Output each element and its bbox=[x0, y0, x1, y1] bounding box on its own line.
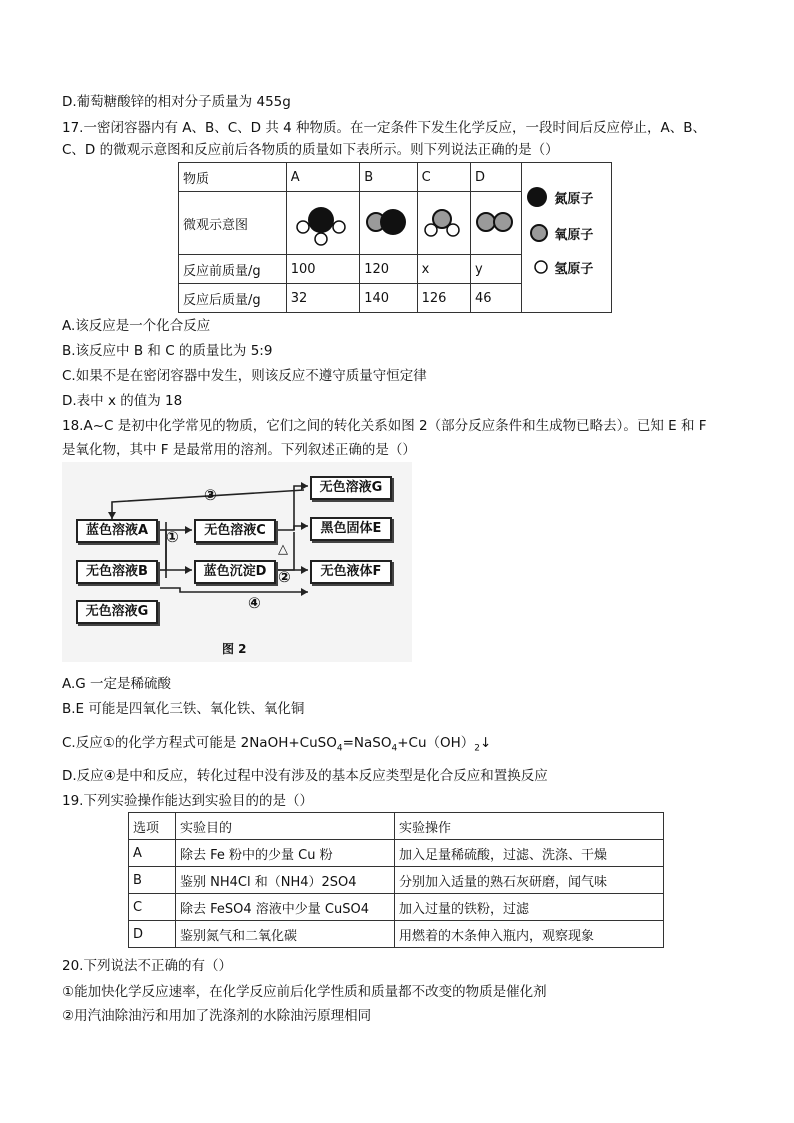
legend-nitrogen: 氮原子 bbox=[554, 191, 594, 207]
micro-a bbox=[286, 192, 360, 255]
oxygen-atom-icon bbox=[528, 222, 550, 244]
micro-b bbox=[360, 192, 417, 255]
q17-option-c: C.如果不是在密闭容器中发生，则该反应不遵守质量守恒定律 bbox=[62, 368, 427, 384]
th-option: 选项 bbox=[129, 813, 176, 840]
box-a: 蓝色溶液A bbox=[76, 519, 158, 543]
after-c: 126 bbox=[417, 284, 470, 313]
micro-c bbox=[417, 192, 470, 255]
box-e: 黑色固体E bbox=[310, 517, 392, 541]
q17-stem-2: C、D 的微观示意图和反应前后各物质的质量如下表所示。则下列说法正确的是（） bbox=[62, 142, 559, 158]
before-label: 反应前质量/g bbox=[179, 255, 287, 284]
q17-option-a: A.该反应是一个化合反应 bbox=[62, 318, 211, 334]
box-b: 无色溶液B bbox=[76, 560, 158, 584]
q18-option-d: D.反应④是中和反应，转化过程中没有涉及的基本反应类型是化合反应和置换反应 bbox=[62, 768, 548, 784]
label-r3: ③ bbox=[204, 486, 217, 504]
th-b: B bbox=[360, 163, 417, 192]
hydrogen-atom-icon bbox=[530, 256, 552, 278]
q20-item-1: ①能加快化学反应速率，在化学反应前后化学性质和质量都不改变的物质是催化剂 bbox=[62, 984, 547, 1000]
row-micro-label: 微观示意图 bbox=[179, 192, 287, 255]
table-row: D 鉴别氮气和二氧化碳 用燃着的木条伸入瓶内，观察现象 bbox=[129, 921, 664, 948]
q20-stem: 20.下列说法不正确的有（） bbox=[62, 958, 232, 974]
box-g-right: 无色溶液G bbox=[310, 476, 392, 500]
label-r1: ① bbox=[166, 528, 179, 546]
q19-table bbox=[128, 812, 664, 948]
label-heat: △ bbox=[278, 542, 288, 557]
oxygen-molecule-icon bbox=[475, 196, 515, 246]
label-r2: ② bbox=[278, 568, 291, 586]
figure-caption: 图 2 bbox=[222, 642, 247, 656]
q17-option-b: B.该反应中 B 和 C 的质量比为 5:9 bbox=[62, 343, 273, 359]
nitric-oxide-molecule-icon bbox=[364, 196, 408, 246]
table-row: A 除去 Fe 粉中的少量 Cu 粉 加入足量稀硫酸，过滤、洗涤、干燥 bbox=[129, 840, 664, 867]
th-operation: 实验操作 bbox=[395, 813, 664, 840]
micro-d bbox=[470, 192, 521, 255]
box-c: 无色溶液C bbox=[194, 519, 276, 543]
water-molecule-icon bbox=[422, 196, 462, 246]
q20-item-2: ②用汽油除油污和用加了洗涤剂的水除油污原理相同 bbox=[62, 1008, 372, 1024]
q18-option-b: B.E 可能是四氧化三铁、氧化铁、氧化铜 bbox=[62, 701, 305, 717]
q18-stem-1: 18.A~C 是初中化学常见的物质，它们之间的转化关系如图 2（部分反应条件和生成物已略去）。已知 E 和 F bbox=[62, 418, 707, 434]
th-purpose: 实验目的 bbox=[176, 813, 395, 840]
box-f: 无色液体F bbox=[310, 560, 392, 584]
q16-option-d: D.葡萄糖酸锌的相对分子质量为 455g bbox=[62, 94, 291, 110]
q17-stem-1: 17.一密闭容器内有 A、B、C、D 共 4 种物质。在一定条件下发生化学反应，一段时间后反应停止，A、B、 bbox=[62, 120, 707, 136]
after-d: 46 bbox=[470, 284, 521, 313]
after-a: 32 bbox=[286, 284, 360, 313]
q17-table bbox=[178, 162, 612, 313]
q19-stem: 19.下列实验操作能达到实验目的的是（） bbox=[62, 793, 313, 809]
before-b: 120 bbox=[360, 255, 417, 284]
box-d: 蓝色沉淀D bbox=[194, 560, 276, 584]
before-d: y bbox=[470, 255, 521, 284]
q18-option-c: C.反应①的化学方程式可能是 $2NaOH+CuSO_4=NaSO_4+Cu(OH)_2↓$ bbox=[62, 735, 492, 754]
before-c: x bbox=[417, 255, 470, 284]
after-label: 反应后质量/g bbox=[179, 284, 287, 313]
th-c: C bbox=[417, 163, 470, 192]
table-row: C 除去 FeSO4 溶液中少量 CuSO4 加入过量的铁粉，过滤 bbox=[129, 894, 664, 921]
legend-hydrogen: 氢原子 bbox=[554, 261, 594, 277]
nitrogen-atom-icon bbox=[526, 186, 548, 208]
th-a: A bbox=[286, 163, 360, 192]
legend-cell bbox=[522, 163, 612, 313]
q17-option-d: D.表中 x 的值为 18 bbox=[62, 393, 183, 409]
q18-diagram bbox=[62, 462, 412, 662]
table-row: B 鉴别 NH4Cl 和（NH4）2SO4 分别加入适量的熟石灰研磨，闻气味 bbox=[129, 867, 664, 894]
label-r4: ④ bbox=[248, 594, 261, 612]
ammonia-molecule-icon bbox=[291, 196, 351, 246]
th-d: D bbox=[470, 163, 521, 192]
legend-oxygen: 氧原子 bbox=[554, 227, 594, 243]
th-substance: 物质 bbox=[179, 163, 287, 192]
after-b: 140 bbox=[360, 284, 417, 313]
q18-option-a: A.G 一定是稀硫酸 bbox=[62, 676, 172, 692]
before-a: 100 bbox=[286, 255, 360, 284]
box-g-left: 无色溶液G bbox=[76, 600, 158, 624]
q18-stem-2: 是氧化物，其中 F 是最常用的溶剂。下列叙述正确的是（） bbox=[62, 442, 416, 458]
